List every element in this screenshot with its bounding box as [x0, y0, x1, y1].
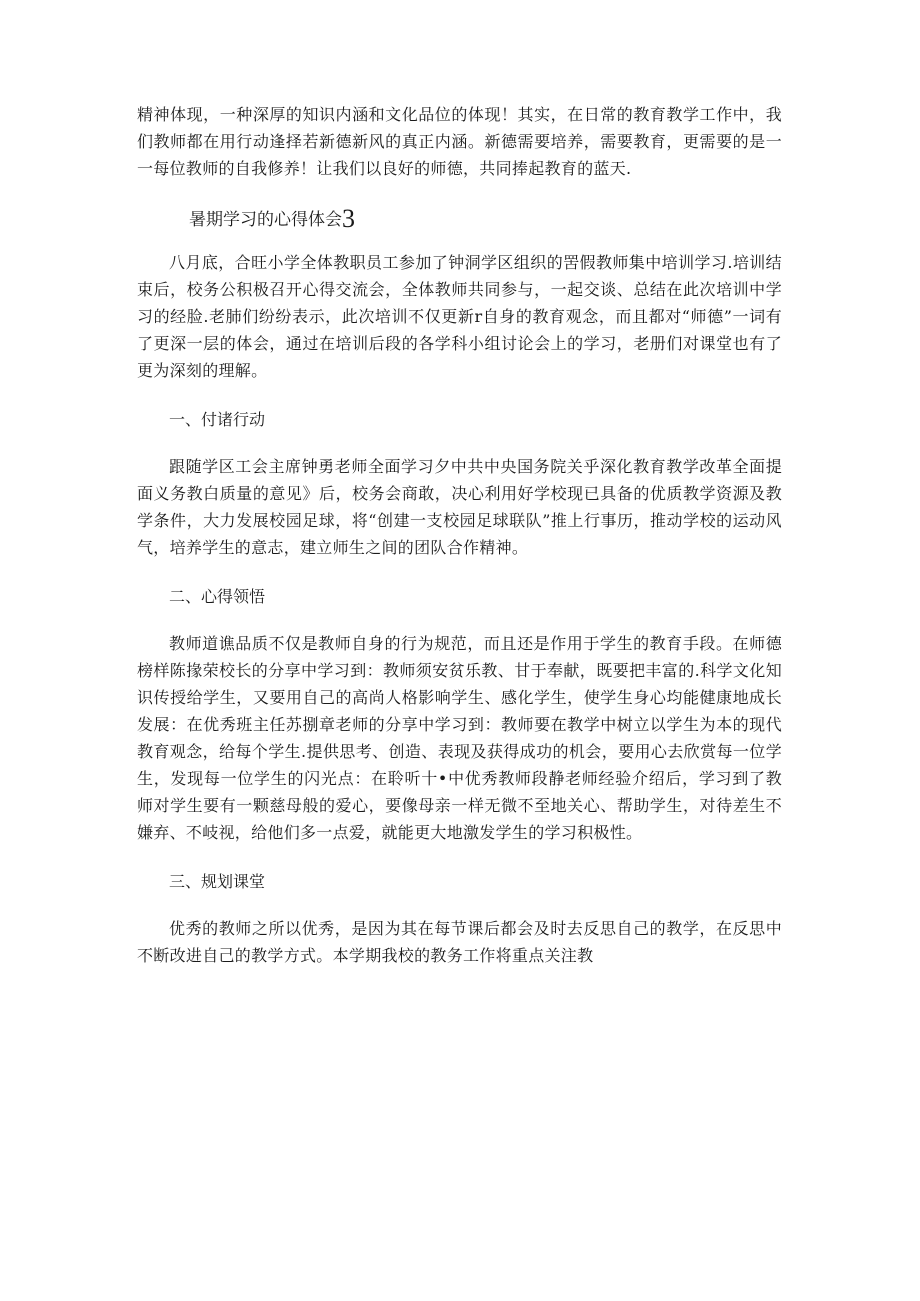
intro-paragraph: 精神体现，一种深厚的知识内涵和文化品位的体现！其实，在日常的教育教学工作中，我们教师都在用行动逢择若新德新风的真正内涵。新德需要培养，需要教育，更需要的是一一每位教师的自我修养！让我们以良好的师德，共同捧起教育的蓝天. [137, 105, 782, 178]
section-heading-insight: 二、心得领悟 [169, 587, 266, 606]
section-heading-classroom: 三、规划课堂 [169, 872, 266, 891]
title-text: 暑期学习的心得体会 [189, 210, 342, 230]
section-paragraph-classroom: 优秀的教师之所以优秀，是因为其在每节课后都会及时去反思自己的教学，在反思中不断改进自己的教学方式。本学期我校的教务工作将重点关注教 [137, 919, 782, 965]
opening-paragraph: 八月底，合旺小学全体教职员工参加了钟洞学区组织的罟假教师集中培训学习.培训结束后，校务公积极召开心得交流会，全体教师共同参与，一起交谈、总结在此次培训中学习的经脸.老肺们纷纷表示，此次培训不仅更新r自身的教育观念，而且都对“师德”一词有了更深一层的体会，通过在培训后段的各学科小组讨论会上的学习，老册们对课堂也有了更为深刻的理解。 [137, 253, 782, 380]
document-body [137, 101, 782, 969]
section-heading-action: 一、付诸行动 [169, 410, 266, 429]
document-title [189, 204, 782, 235]
section-paragraph-insight: 教师道谯品质不仅是教师自身的行为规范，而且还是作用于学生的教育手段。在师德榜样陈掾荣校长的分享中学习到：教师须安贫乐教、甘于奉献，既要把丰富的.科学文化知识传授给学生，又要用自己的高尚人格影响学生、感化学生，使学生身心均能健康地成长发展：在优秀班主任苏捌章老师的分享中学习到：教师要在教学中树立以学生为本的现代教育观念，给每个学生.提供思考、创造、表现及获得成功的机会，要用心去欣赏每一位学生，发现每一位学生的闪光点：在聆听十•中优秀教师段静老师经验介绍后，学习到了教师对学生要有一颗慈母般的爱心，要像母亲一样无微不至地关心、帮助学生，对待差生不嫌弃、不岐视，给他们多一点爱，就能更大地激发学生的学习积极性。 [137, 634, 782, 842]
title-number: 3 [342, 204, 355, 233]
section-paragraph-action: 跟随学区工会主席钟勇老师全面学习夕中共中央国务院关乎深化教育教学改革全面提面义务教白质量的意见》后，校务会商敢，决心利用好学校现已具备的优质教学资源及教学条件，大力发展校园足球，将“创建一支校园足球联队”推上行事历，推动学校的运动风气，培养学生的意志，建立师生之间的团队合作精神。 [137, 457, 782, 557]
